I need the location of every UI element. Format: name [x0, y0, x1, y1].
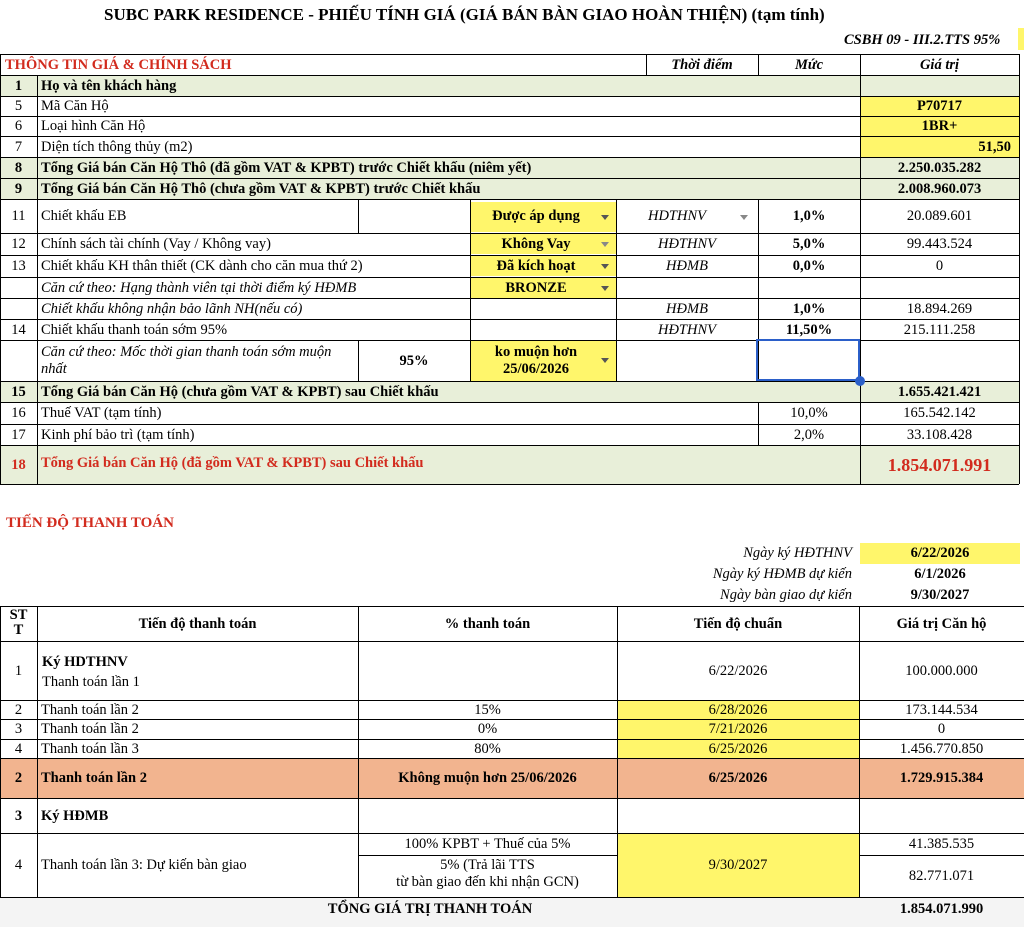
second-payment-value: 1.729.915.384: [899, 770, 984, 787]
customer-name-label: Họ và tên khách hàng: [41, 77, 177, 94]
col-time-header: Thời điểm: [671, 56, 733, 73]
finance-policy-value: 99.443.524: [906, 236, 973, 253]
unit-code-label: Mã Căn Hộ: [41, 98, 109, 115]
page-title: SUBC PARK RESIDENCE - PHIẾU TÍNH GIÁ (GIÁ BÁN BÀN GIAO HOÀN THIỆN) (tạm tính): [104, 5, 825, 24]
row-no: 6: [14, 118, 23, 135]
early-pay-pct: 95%: [399, 352, 429, 369]
col-pct-header: % thanh toán: [444, 615, 531, 632]
row-no: 3: [14, 807, 23, 824]
vat-value: 165.542.142: [903, 405, 976, 422]
eb-discount-time-select[interactable]: HDTHNV: [647, 208, 706, 225]
row-no: 4: [14, 857, 23, 874]
list-price-incl-value: 2.250.035.282: [897, 159, 982, 176]
payment-pct: 15%: [474, 701, 501, 718]
handover-pct-a: 100% KPBT + Thuế của 5%: [404, 836, 571, 853]
unit-code-value[interactable]: P70717: [916, 98, 963, 115]
net-price-label: Tổng Giá bán Căn Hộ (chưa gồm VAT & KPBT) sau Chiết khấu: [41, 383, 439, 400]
second-payment-deadline: Không muộn hơn 25/06/2026: [398, 770, 577, 787]
deposit-contract-title: Ký HDTHNV: [42, 654, 128, 670]
row-no: 9: [14, 180, 23, 197]
col-standard-header: Tiến độ chuẩn: [693, 615, 783, 632]
handover-payment-label: Thanh toán lần 3: Dự kiến bàn giao: [41, 857, 247, 874]
row-no: 1: [14, 662, 23, 679]
deposit-contract-cell: [42, 652, 140, 693]
sale-contract-date-label: Ngày ký HĐMB dự kiến: [712, 566, 852, 583]
loyal-discount-select[interactable]: Đã kích hoạt: [496, 258, 576, 275]
loyal-discount-time: HĐMB: [666, 258, 708, 275]
chevron-down-icon[interactable]: [601, 264, 609, 269]
net-price-value: 1.655.421.421: [897, 383, 982, 400]
payment-date[interactable]: 7/21/2026: [708, 721, 768, 738]
row-no: 8: [14, 159, 23, 176]
early-pay-discount-rate: 11,50%: [785, 321, 833, 338]
chevron-down-icon[interactable]: [601, 215, 609, 220]
chevron-down-icon[interactable]: [740, 215, 748, 220]
total-payment-label: TỔNG GIÁ TRỊ THANH TOÁN: [327, 900, 533, 917]
deposit-value: 100.000.000: [905, 662, 978, 679]
handover-value-b: 82.771.071: [908, 868, 975, 885]
loyal-discount-rate: 0,0%: [792, 258, 826, 275]
final-price-label: Tổng Giá bán Căn Hộ (đã gồm VAT & KPBT) sau Chiết khấu: [41, 455, 424, 471]
sale-contract-date-value: 6/1/2026: [914, 566, 966, 583]
maintenance-fee-value: 33.108.428: [906, 426, 973, 443]
chevron-down-icon[interactable]: [601, 358, 609, 363]
col-unit-value-header: Giá trị Căn hộ: [896, 615, 987, 632]
cell-tab-marker: [1018, 28, 1024, 50]
col-stt-header: ST T: [9, 607, 28, 638]
loyal-discount-label: Chiết khấu KH thân thiết (CK dành cho căn mua thứ 2): [41, 258, 363, 275]
no-guarantee-discount-time: HĐMB: [666, 300, 708, 317]
payment-date[interactable]: 6/25/2026: [708, 740, 768, 757]
payment-section-heading: TIẾN ĐỘ THANH TOÁN: [6, 515, 174, 531]
price-section-heading: THÔNG TIN GIÁ & CHÍNH SÁCH: [5, 56, 232, 73]
early-pay-basis-label: Căn cứ theo: Mốc thời gian thanh toán sớm muộn nhất: [41, 343, 332, 377]
handover-pct-b: 5% (Trả lãi TTS từ bàn giao đến khi nhận GCN): [396, 857, 579, 891]
col-progress-header: Tiến độ thanh toán: [138, 615, 257, 632]
row-no: 3: [14, 721, 23, 738]
handover-date-label: Ngày bàn giao dự kiến: [720, 587, 852, 604]
payment-pct: 80%: [474, 740, 501, 757]
final-price-value: 1.854.071.991: [887, 454, 992, 475]
handover-date[interactable]: 9/30/2027: [708, 857, 768, 874]
finance-policy-select[interactable]: Không Vay: [501, 236, 571, 253]
second-payment-label: Thanh toán lần 2: [41, 770, 147, 787]
chevron-down-icon[interactable]: [601, 242, 609, 247]
col-value-header: Giá trị: [919, 56, 960, 73]
finance-policy-rate: 5,0%: [792, 236, 826, 253]
early-pay-discount-value: 215.111.258: [903, 321, 976, 338]
row-no: 15: [11, 383, 26, 400]
contract-date-label: Ngày ký HĐTHNV: [743, 545, 852, 562]
no-guarantee-discount-rate: 1,0%: [792, 300, 826, 317]
row-no: 13: [11, 258, 26, 275]
maintenance-fee-rate: 2,0%: [793, 426, 825, 443]
no-guarantee-discount-label: Chiết khấu không nhận bảo lãnh NH(nếu có): [41, 300, 303, 317]
list-price-excl-value: 2.008.960.073: [897, 180, 982, 197]
payment-label: Thanh toán lần 2: [41, 721, 139, 738]
vat-label: Thuế VAT (tạm tính): [41, 405, 162, 422]
row-no: 11: [11, 208, 26, 225]
row-no: 2: [14, 770, 23, 787]
eb-discount-select[interactable]: Được áp dụng: [492, 208, 580, 225]
policy-code: CSBH 09 - III.2.TTS 95%: [844, 32, 1001, 48]
unit-type-value[interactable]: 1BR+: [921, 118, 958, 135]
finance-policy-time: HĐTHNV: [657, 236, 716, 253]
row-no: 14: [11, 321, 26, 338]
row-no: 1: [14, 77, 23, 94]
row-no: 4: [14, 740, 23, 757]
finance-policy-label: Chính sách tài chính (Vay / Không vay): [41, 236, 271, 253]
row-no: 12: [11, 236, 26, 253]
handover-value-a: 41.385.535: [908, 836, 975, 853]
payment-date[interactable]: 6/28/2026: [708, 701, 768, 718]
list-price-excl-label: Tổng Giá bán Căn Hộ Thô (chưa gồm VAT & KPBT) trước Chiết khấu: [41, 180, 481, 197]
row-no: 5: [14, 98, 23, 115]
row-no: 16: [11, 405, 26, 422]
list-price-incl-label: Tổng Giá bán Căn Hộ Thô (đã gồm VAT & KPBT) trước Chiết khấu (niêm yết): [41, 159, 532, 176]
area-value[interactable]: 51,50: [978, 138, 1011, 155]
membership-select[interactable]: BRONZE: [505, 279, 567, 296]
payment-pct: 0%: [477, 721, 498, 738]
eb-discount-rate: 1,0%: [792, 208, 826, 225]
contract-date-value[interactable]: 6/22/2026: [910, 545, 970, 562]
early-pay-deadline-select[interactable]: ko muộn hơn 25/06/2026: [494, 343, 578, 377]
handover-date-value: 9/30/2027: [910, 587, 970, 604]
eb-discount-value: 20.089.601: [906, 208, 973, 225]
payment-value: 1.456.770.850: [899, 740, 984, 757]
no-guarantee-discount-value: 18.894.269: [906, 300, 973, 317]
area-label: Diện tích thông thủy (m2): [41, 138, 193, 155]
total-payment-value: 1.854.071.990: [899, 900, 984, 917]
row-no: 17: [11, 426, 26, 443]
chevron-down-icon[interactable]: [601, 286, 609, 291]
payment-label: Thanh toán lần 2: [41, 701, 139, 718]
payment-label: Thanh toán lần 3: [41, 740, 139, 757]
early-pay-discount-label: Chiết khấu thanh toán sớm 95%: [41, 321, 228, 338]
loyal-discount-value: 0: [935, 258, 944, 275]
row-no: 7: [14, 138, 23, 155]
sale-contract-label: Ký HĐMB: [41, 807, 109, 824]
unit-type-label: Loại hình Căn Hộ: [41, 118, 146, 135]
payment-value: 173.144.534: [905, 701, 978, 718]
second-payment-date: 6/25/2026: [708, 770, 768, 787]
vat-rate: 10,0%: [790, 405, 828, 422]
maintenance-fee-label: Kinh phí bảo trì (tạm tính): [41, 426, 195, 443]
selected-cell[interactable]: [756, 339, 860, 381]
row-no: 18: [11, 456, 26, 473]
deposit-date: 6/22/2026: [708, 662, 768, 679]
row-no: 2: [14, 701, 23, 718]
payment-value: 0: [937, 721, 946, 738]
col-rate-header: Mức: [794, 56, 824, 73]
membership-basis-label: Căn cứ theo: Hạng thành viên tại thời điểm ký HĐMB: [41, 279, 357, 296]
deposit-contract-sub: Thanh toán lần 1: [42, 674, 140, 691]
eb-discount-label: Chiết khấu EB: [41, 208, 127, 225]
early-pay-discount-time: HĐTHNV: [657, 321, 716, 338]
